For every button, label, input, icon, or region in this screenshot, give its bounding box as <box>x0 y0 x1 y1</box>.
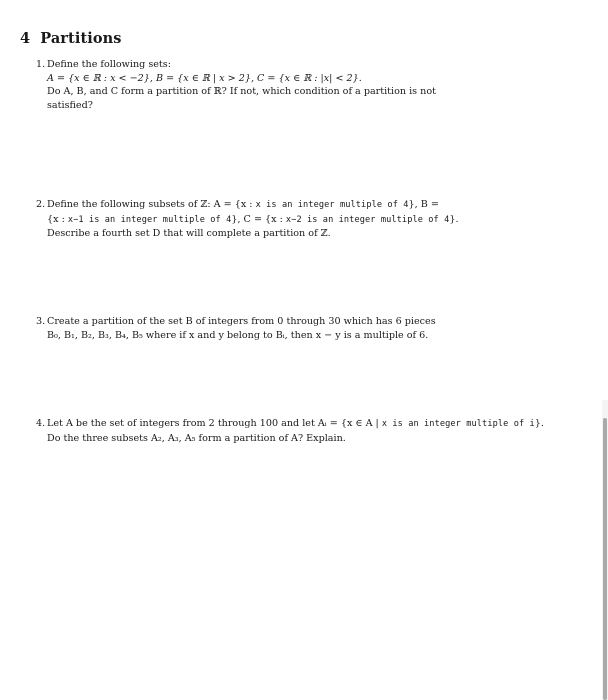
text-fragment: }, B = <box>408 199 439 210</box>
section-number: 4 <box>20 30 31 47</box>
problem-2 <box>36 198 468 241</box>
problem-3-line-1: Create a partition of the set B of integers from 0 through 30 which has 6 pieces <box>47 316 436 327</box>
problem-1-question-cont: satisfied? <box>47 99 93 111</box>
problem-2-line-2 <box>47 213 468 228</box>
problem-number: 1. <box>36 59 46 70</box>
problem-1-sets: A = {x ∈ ℝ : x < −2}, B = {x ∈ ℝ | x > 2}, C = {x ∈ ℝ : |x| < 2}. <box>47 72 362 84</box>
problem-number: 4. <box>36 418 46 429</box>
problem-1 <box>36 58 468 112</box>
section-title: Partitions <box>40 30 122 47</box>
problem-number: 3. <box>36 316 46 327</box>
text-fragment: }. <box>449 213 459 225</box>
problem-1-question: Do A, B, and C form a partition of ℝ? If not, which condition of a partition is not <box>47 86 436 97</box>
scrollbar-thumb[interactable] <box>603 418 607 700</box>
code-fragment: x is an integer multiple of i <box>381 419 535 429</box>
problem-number: 2. <box>36 199 46 210</box>
section-heading <box>20 30 122 47</box>
problem-4-line-1 <box>47 417 544 432</box>
text-fragment: {x : <box>47 213 68 225</box>
code-fragment: x−1 is an integer multiple of 4 <box>67 214 232 225</box>
code-fragment: x is an integer multiple of 4 <box>255 200 409 210</box>
text-fragment: Define the following subsets of ℤ: A = {x : <box>47 199 256 210</box>
problem-1-line: Define the following sets: <box>47 59 171 70</box>
problem-4-line-2: Do the three subsets A₂, A₃, A₅ form a partition of A? Explain. <box>47 432 346 444</box>
text-fragment: }. <box>534 418 544 429</box>
text-fragment: Let A be the set of integers from 2 through 100 and let Aᵢ = {x ∈ A | <box>47 418 382 429</box>
problem-3 <box>36 315 468 342</box>
problem-3-line-2: B₀, B₁, B₂, B₃, B₄, B₅ where if x and y belong to Bᵢ, then x − y is a multiple of 6. <box>47 329 429 341</box>
problem-4 <box>36 417 544 445</box>
text-fragment: }, C = {x : <box>231 213 286 225</box>
problem-2-line-1 <box>47 198 468 213</box>
problem-2-line-3: Describe a fourth set D that will complete a partition of ℤ. <box>47 228 331 239</box>
code-fragment: x−2 is an integer multiple of 4 <box>285 214 450 225</box>
